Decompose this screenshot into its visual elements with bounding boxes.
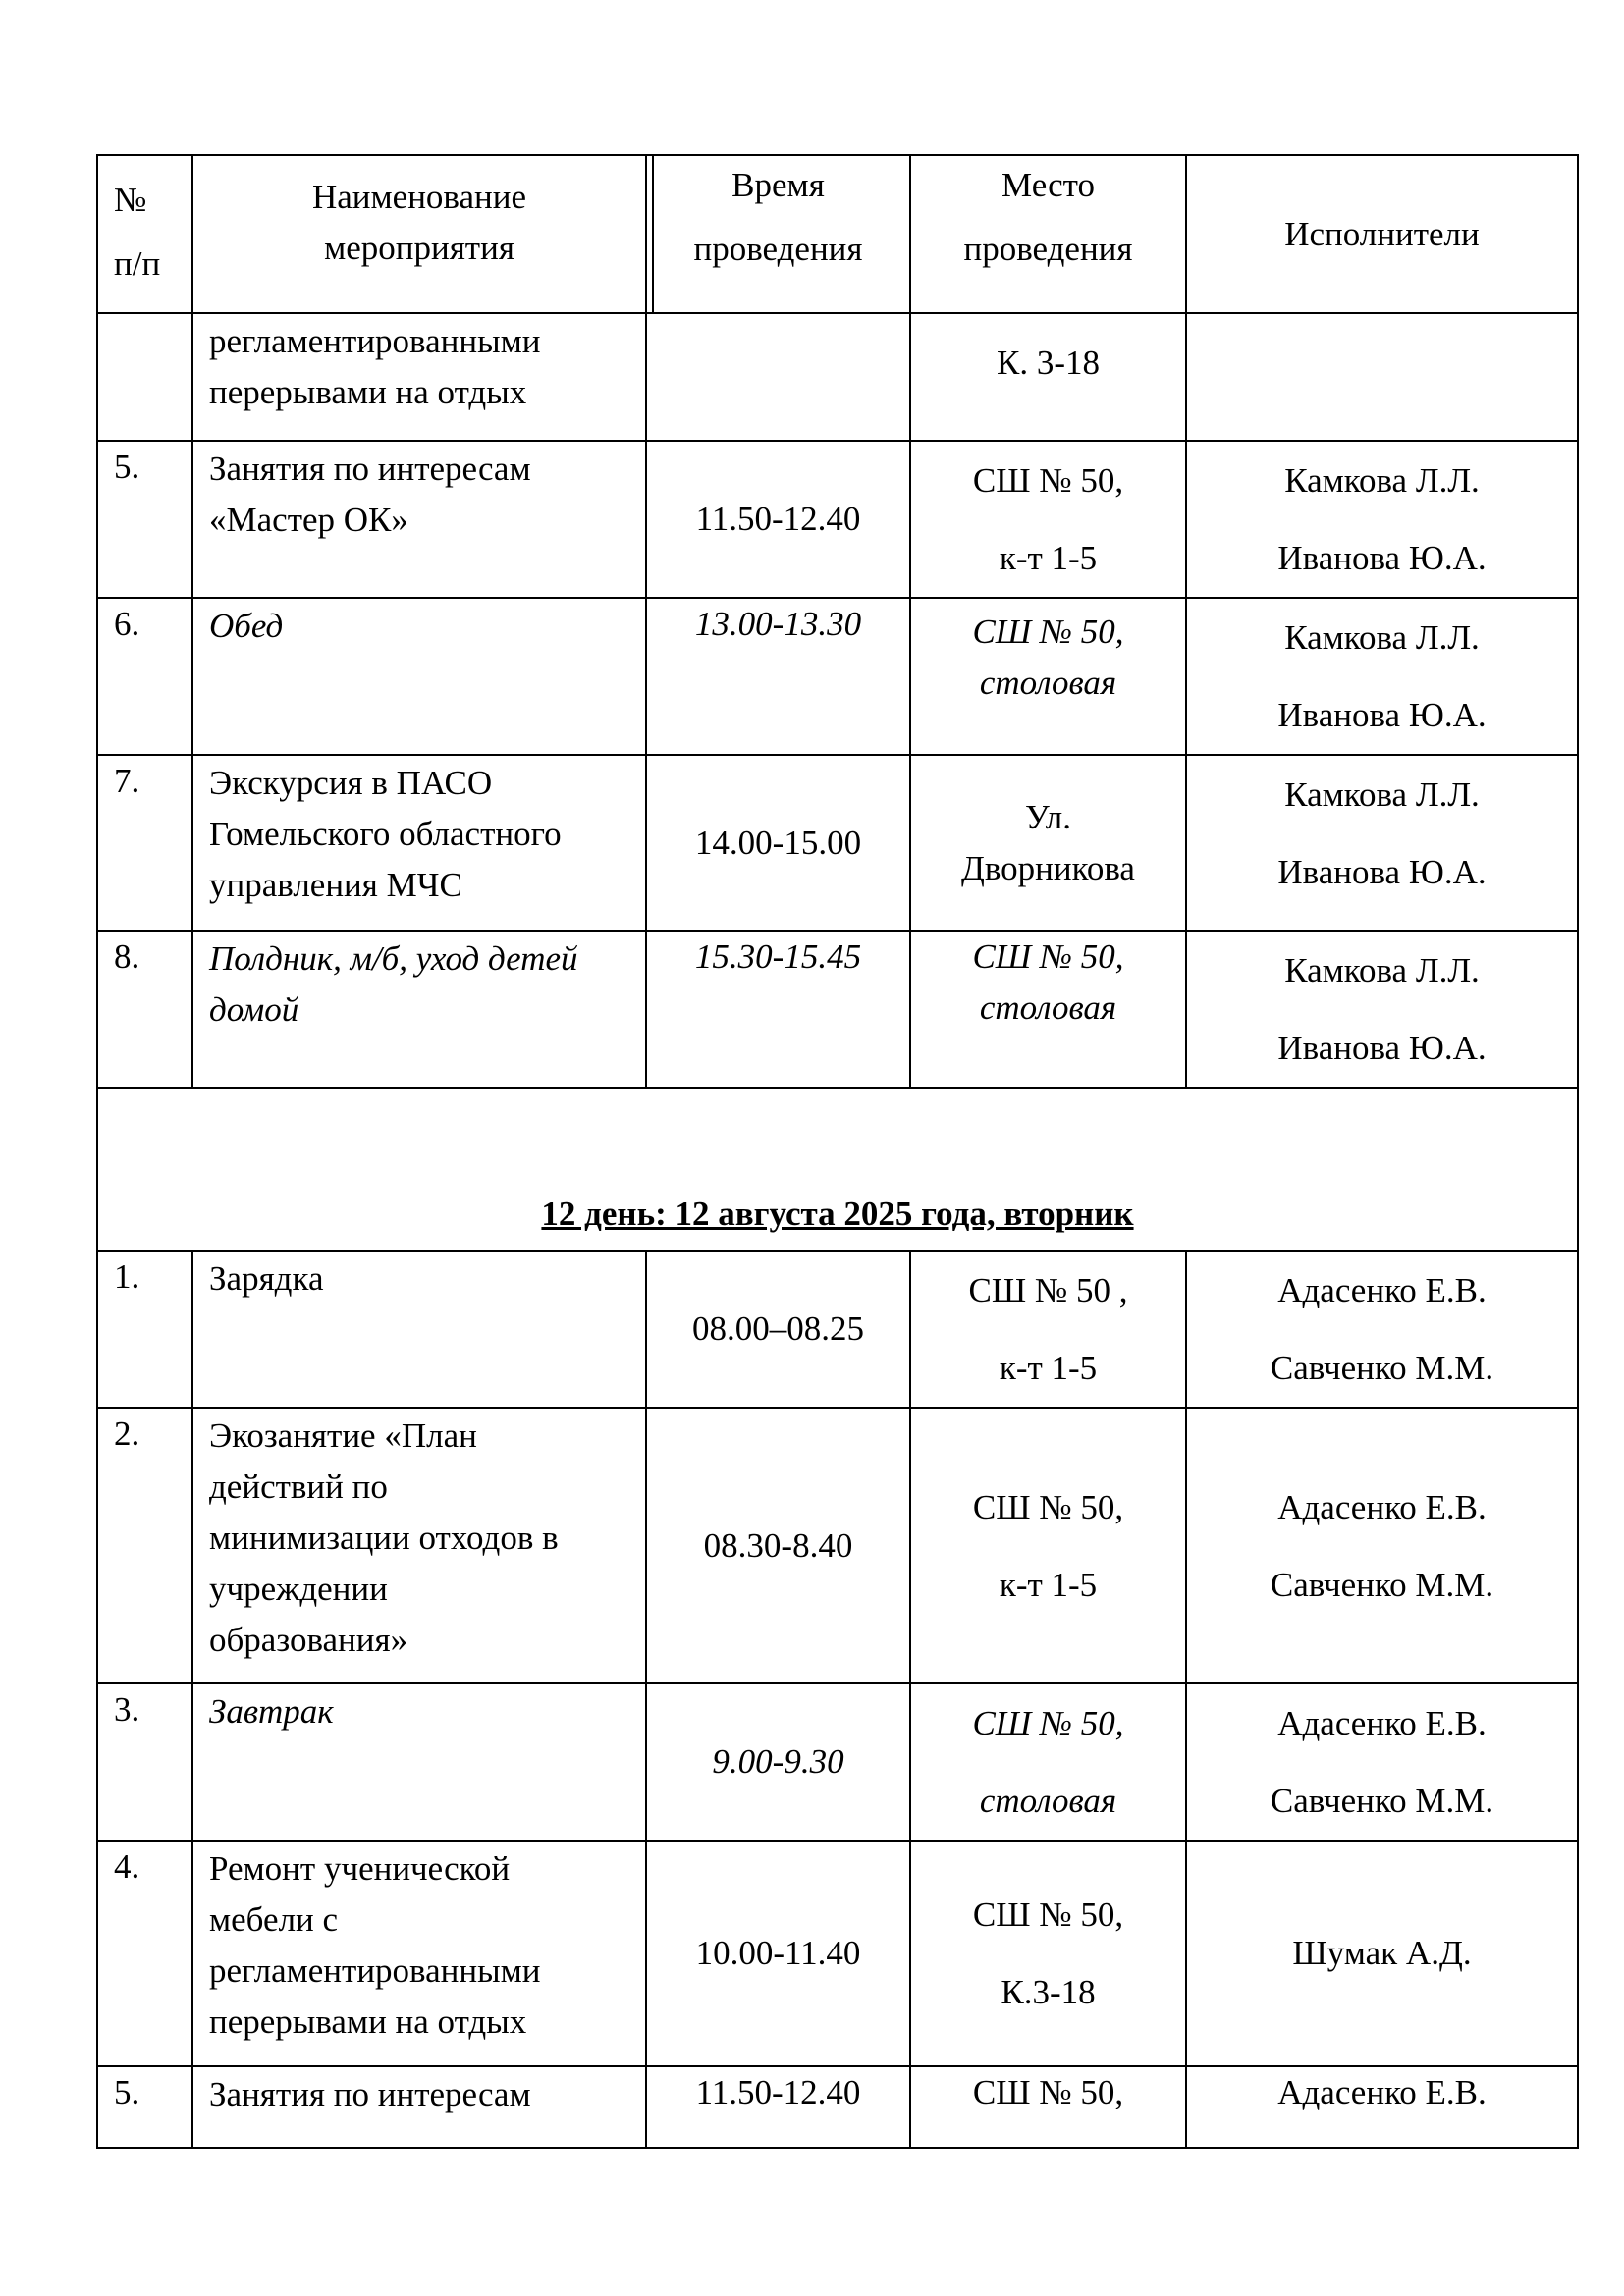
cell-name: [192, 1841, 646, 2066]
header-number-abbr: п/п: [114, 244, 161, 283]
executor-name: Адасенко Е.В.: [1277, 2073, 1487, 2111]
table-row: [97, 1251, 1578, 1408]
table-row: [97, 1841, 1578, 2066]
place-line: СШ № 50,: [972, 2073, 1124, 2111]
executor-name: Шумак А.Д.: [1292, 1934, 1472, 1972]
cell-executors: [1186, 2066, 1578, 2148]
cell-place: [910, 755, 1186, 931]
header-place: [910, 155, 1186, 313]
cell-number: 8.: [97, 931, 192, 1088]
cell-time: 08.00–08.25: [646, 1251, 910, 1408]
cell-time: 15.30-15.45: [646, 931, 910, 1088]
cell-number: 7.: [97, 755, 192, 931]
name-line: Зарядка: [209, 1259, 324, 1298]
cell-place: [910, 1251, 1186, 1408]
place-line: столовая: [979, 664, 1117, 702]
name-line: Ремонт ученической: [209, 1849, 511, 1888]
executor-name: Адасенко Е.В.: [1277, 1704, 1487, 1742]
cell-place: [910, 1683, 1186, 1841]
table-row: [97, 1408, 1578, 1683]
name-line: Полдник, м/б, уход детей: [209, 939, 578, 978]
name-line: перерывами на отдых: [209, 373, 527, 411]
table-row: [97, 931, 1578, 1088]
name-line: минимизации отходов в: [209, 1519, 559, 1557]
executor-name: Иванова Ю.А.: [1277, 853, 1487, 891]
table-row: [97, 2066, 1578, 2148]
table-header-row: [97, 155, 1578, 313]
cell-name: [192, 313, 646, 441]
place-line: СШ № 50 ,: [968, 1271, 1128, 1309]
place-line: СШ № 50,: [972, 613, 1124, 651]
table-row: [97, 1683, 1578, 1841]
place-line: Ул.: [1024, 797, 1072, 836]
name-line: Гомельского областного: [209, 815, 562, 853]
executor-name: Савченко М.М.: [1270, 1349, 1494, 1387]
cell-name: [192, 2066, 646, 2148]
place-line: СШ № 50,: [972, 937, 1124, 976]
cell-time: 10.00-11.40: [646, 1841, 910, 2066]
table-row: [97, 598, 1578, 755]
executor-name: Камкова Л.Л.: [1284, 775, 1480, 814]
header-name-line2: мероприятия: [324, 228, 514, 267]
name-line: Экскурсия в ПАСО: [209, 764, 493, 802]
cell-time: [646, 313, 910, 441]
header-place-line2: проведения: [963, 230, 1133, 268]
header-time-line2: проведения: [693, 230, 863, 268]
cell-number: 1.: [97, 1251, 192, 1408]
header-name-line1: Наименование: [311, 177, 527, 216]
place-line: столовая: [979, 988, 1117, 1027]
cell-number: 3.: [97, 1683, 192, 1841]
cell-executors: [1186, 441, 1578, 598]
executor-name: Камкова Л.Л.: [1284, 951, 1480, 989]
executor-name: Иванова Ю.А.: [1277, 696, 1487, 734]
table-row: [97, 441, 1578, 598]
place-line: СШ № 50,: [972, 1704, 1124, 1742]
cell-number: 5.: [97, 441, 192, 598]
name-line: регламентированными: [209, 322, 541, 360]
table-row: [97, 313, 1578, 441]
cell-name: [192, 1251, 646, 1408]
executor-name: Иванова Ю.А.: [1277, 1029, 1487, 1067]
header-name: [192, 155, 646, 313]
cell-number: 5.: [97, 2066, 192, 2148]
cell-place: К. 3-18: [910, 313, 1186, 441]
cell-place: [910, 2066, 1186, 2148]
cell-number: 4.: [97, 1841, 192, 2066]
cell-executors: [1186, 313, 1578, 441]
place-line: СШ № 50,: [972, 461, 1124, 500]
cell-place: [910, 441, 1186, 598]
place-line: столовая: [979, 1782, 1117, 1820]
name-line: образования»: [209, 1621, 408, 1659]
name-line: Занятия по интересам: [209, 2075, 531, 2113]
day-header-row: [97, 1088, 1578, 1251]
name-line: регламентированными: [209, 1951, 541, 1990]
cell-number: 2.: [97, 1408, 192, 1683]
cell-place: [910, 1408, 1186, 1683]
cell-time: 11.50-12.40: [646, 2066, 910, 2148]
cell-place: [910, 1841, 1186, 2066]
cell-time: 14.00-15.00: [646, 755, 910, 931]
name-line: управления МЧС: [209, 866, 462, 904]
cell-time: 11.50-12.40: [646, 441, 910, 598]
cell-executors: [1186, 1251, 1578, 1408]
cell-executors: [1186, 1683, 1578, 1841]
name-line: мебели с: [209, 1900, 339, 1939]
place-line: СШ № 50,: [972, 1896, 1124, 1934]
place-line: к-т 1-5: [999, 1349, 1098, 1387]
cell-time: 08.30-8.40: [646, 1408, 910, 1683]
executor-name: Камкова Л.Л.: [1284, 618, 1480, 657]
header-time: [646, 155, 910, 313]
executor-name: Савченко М.М.: [1270, 1782, 1494, 1820]
header-time-line1: Время: [731, 166, 825, 204]
cell-time: 9.00-9.30: [646, 1683, 910, 1841]
cell-number: 6.: [97, 598, 192, 755]
header-executors: Исполнители: [1186, 155, 1578, 313]
place-line: к-т 1-5: [999, 1565, 1098, 1604]
cell-number: [97, 313, 192, 441]
place-line: к-т 1-5: [999, 539, 1098, 577]
cell-executors: [1186, 1841, 1578, 2066]
cell-executors: [1186, 755, 1578, 931]
name-line: Завтрак: [209, 1692, 334, 1731]
cell-place: [910, 598, 1186, 755]
cell-name: [192, 931, 646, 1088]
cell-executors: [1186, 598, 1578, 755]
name-line: перерывами на отдых: [209, 2002, 527, 2041]
day-title-cell: [97, 1088, 1578, 1251]
header-divider: [652, 156, 654, 312]
cell-name: [192, 598, 646, 755]
place-line: СШ № 50,: [972, 1487, 1124, 1526]
name-line: Занятия по интересам: [209, 450, 531, 488]
cell-place: [910, 931, 1186, 1088]
cell-executors: [1186, 931, 1578, 1088]
place-line: Дворникова: [961, 848, 1135, 887]
name-line: домой: [209, 990, 299, 1029]
name-line: Экозанятие «План: [209, 1416, 477, 1455]
cell-time: 13.00-13.30: [646, 598, 910, 755]
cell-name: [192, 1408, 646, 1683]
place-line: К.3-18: [1001, 1973, 1096, 2011]
header-place-line1: Место: [1001, 166, 1095, 204]
executor-name: Камкова Л.Л.: [1284, 461, 1480, 500]
schedule-table: [96, 154, 1579, 2149]
executor-name: Иванова Ю.А.: [1277, 539, 1487, 577]
cell-name: [192, 755, 646, 931]
day-title: 12 день: 12 августа 2025 года, вторник: [541, 1195, 1134, 1233]
name-line: «Мастер ОК»: [209, 501, 408, 539]
executor-name: Адасенко Е.В.: [1277, 1271, 1487, 1309]
executor-name: Савченко М.М.: [1270, 1565, 1494, 1604]
cell-name: [192, 1683, 646, 1841]
cell-executors: [1186, 1408, 1578, 1683]
executor-name: Адасенко Е.В.: [1277, 1487, 1487, 1526]
header-number: [97, 155, 192, 313]
table-row: [97, 755, 1578, 931]
name-line: учреждении: [209, 1570, 388, 1608]
name-line: действий по: [209, 1468, 388, 1506]
header-number-symbol: №: [114, 181, 147, 219]
name-line: Обед: [209, 607, 284, 645]
cell-name: [192, 441, 646, 598]
